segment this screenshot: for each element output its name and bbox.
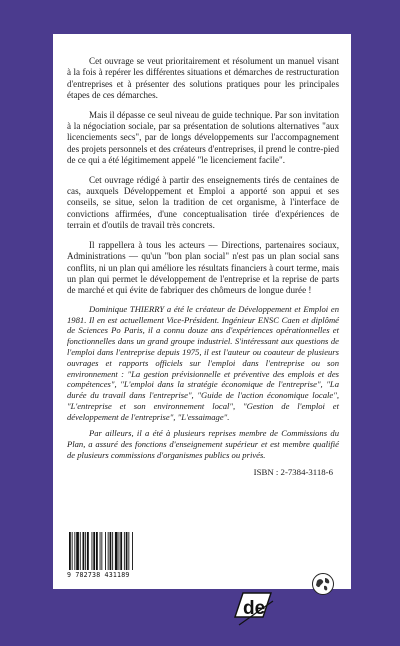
barcode-bar [108, 532, 109, 570]
paragraph-experience: Cet ouvrage rédigé à partir des enseignements tirés de centaines de cas, auxquels Développement et Emploi a apporté son appui et ses conseils, se situe, selon la tradition de cet organisme, à l'interface de convictions affirmées, d'une conceptualisation tirée d'expériences de terrain et d'outils de travail très concrets. [67, 174, 339, 231]
barcode-bar [93, 532, 95, 570]
barcode-bar [115, 532, 118, 570]
barcode-bars [67, 532, 157, 572]
paragraph-actors: Il rappellera à tous les acteurs — Directions, partenaires sociaux, Administrations — qu'un "bon plan social" n'est pas un plan social sans conflits, ni un plan qui améliore les résultats financiers à court terme, mais un plan qui permet le développement de l'entreprise et la reprise de parts de marché et qui évite de fabriquer des chômeurs de longue durée ! [67, 239, 339, 296]
barcode-bar [101, 532, 102, 570]
barcode-bar [112, 532, 113, 570]
barcode-bar [87, 532, 89, 570]
barcode-bar [74, 532, 75, 570]
barcode-bar [105, 532, 106, 570]
barcode-bar [69, 532, 71, 570]
barcode-bar [80, 532, 81, 570]
barcode-bar [128, 532, 129, 570]
barcode-bar [83, 532, 85, 570]
barcode-bar [132, 532, 133, 570]
text-panel [53, 34, 351, 619]
barcode-bar [110, 532, 112, 570]
barcode-bar [72, 532, 73, 570]
publisher-logo-text: de [243, 598, 266, 619]
barcode-bar [92, 532, 93, 570]
barcode-bar [120, 532, 122, 570]
isbn: ISBN : 2-7384-3118-6 [253, 466, 333, 477]
barcode-number: 9 782738 431189 [67, 571, 130, 579]
barcode-bar [76, 532, 79, 570]
barcode [67, 532, 157, 582]
barcode-bar [126, 532, 128, 570]
barcode-bar [124, 532, 125, 570]
barcode-bar [96, 532, 98, 570]
paragraph-negotiation: Mais il dépasse ce seul niveau de guide technique. Par son invitation à la négociation sociale, par sa présentation de solutions alternatives "aux licenciements secs", par de longs développements sur l'accompagnement des projets personnels et des créateurs d'entreprises, il prend le contre-pied de ce qui a été légitimement appelé "le licenciement facile". [67, 109, 339, 166]
paragraph-intro: Cet ouvrage se veut prioritairement et résolument un manuel visant à la fois à repérer les différentes situations et démarches de restructuration d'entreprises et à présenter des solutions pratiques pour les principales étapes de ces démarches. [67, 56, 339, 101]
author-bio: Dominique THIERRY a été le créateur de Développement et Emploi en 1981. Il en est actuellement Vice-Président. Ingénieur ENSC Caen et diplômé de Sciences Po Paris, il a connu douze ans d'expériences opérationnelles et fonctionnelles dans un grand groupe industriel. S'intéressant aux questions de l'emploi dans l'entreprise depuis 1975, il est l'auteur ou coauteur de plusieurs ouvrages et rapports officiels sur l'emploi dans l'entreprise ou son environnement : "La gestion prévisionnelle et préventive des emplois et des compétences", "L'emploi dans la stratégie économique de l'entreprise", "La durée du travail dans l'entreprise", "Guide de l'action économique locale", "L'entreprise et son environnement local", "Gestion de l'emploi et développement de l'entreprise", "L'essaimage". [67, 303, 339, 422]
publisher-logo [229, 587, 277, 631]
globe-icon [311, 572, 335, 596]
author-bio-extra: Par ailleurs, il a été à plusieurs reprises membre de Commissions du Plan, a assuré des fonctions d'enseignement supérieur et est membre qualifié de plusieurs commissions d'organismes publics ou privés. [67, 428, 339, 461]
barcode-bar [100, 532, 101, 570]
barcode-bar [85, 532, 86, 570]
barcode-bar [119, 532, 120, 570]
